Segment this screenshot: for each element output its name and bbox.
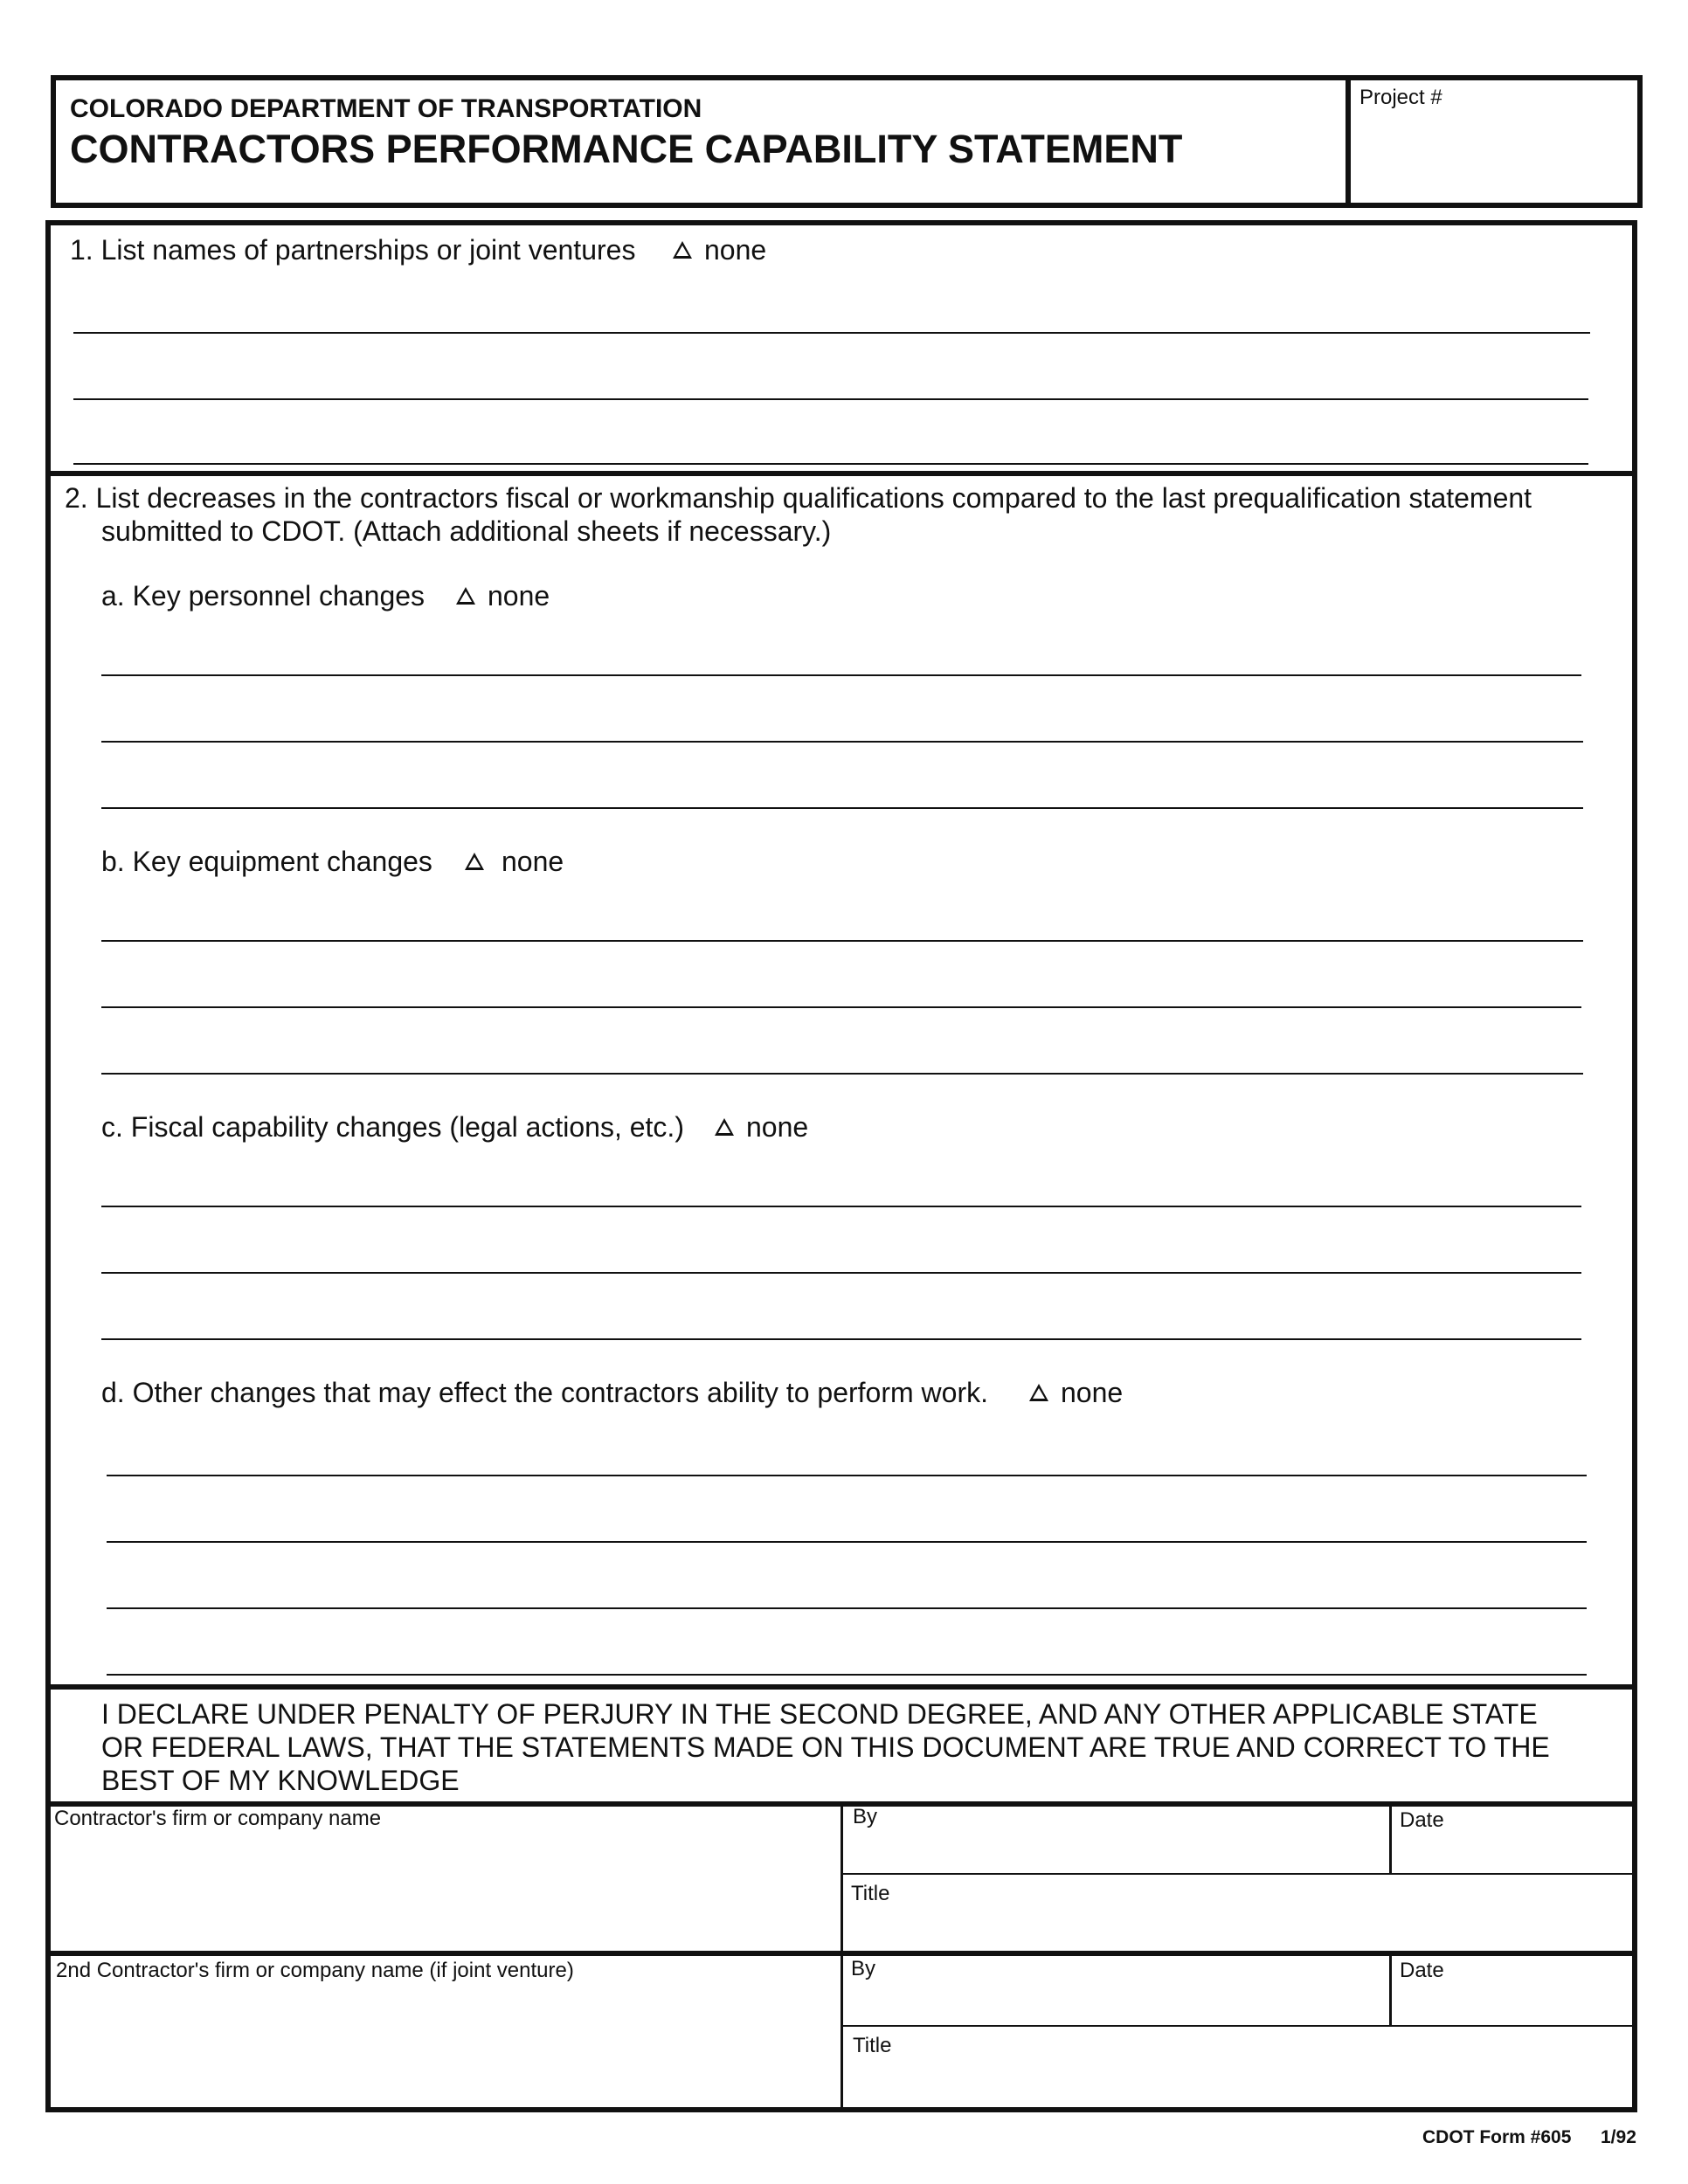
triangle-checkbox-icon [673, 241, 692, 259]
section2d-answer-line-3[interactable] [107, 1607, 1587, 1609]
triangle-checkbox-icon [715, 1118, 734, 1136]
section2d-answer-line-1[interactable] [107, 1475, 1587, 1476]
section2c-answer-line-3[interactable] [101, 1338, 1581, 1340]
by-title-divider-2 [841, 2025, 1637, 2027]
form-number: CDOT Form #605 [1422, 2127, 1572, 2147]
section1-answer-line-3[interactable] [73, 463, 1588, 465]
agency-name: COLORADO DEPARTMENT OF TRANSPORTATION [70, 94, 702, 123]
declaration-line3: BEST OF MY KNOWLEDGE [101, 1765, 460, 1796]
none-label: none [502, 846, 564, 877]
title-field-2[interactable] [849, 2060, 1629, 2105]
date-field-2[interactable] [1398, 1985, 1629, 2022]
triangle-checkbox-icon [465, 853, 484, 870]
section2c-none-option[interactable] [715, 1113, 808, 1141]
by-field-1[interactable] [849, 1831, 1382, 1870]
section2b-none-option[interactable] [465, 847, 564, 875]
form-revision: 1/92 [1601, 2127, 1636, 2147]
firm2-field[interactable] [54, 1987, 832, 2105]
date-label-1: Date [1400, 1808, 1444, 1832]
header-divider [1346, 75, 1351, 208]
section-divider [45, 471, 1637, 476]
section2a-answer-line-2[interactable] [101, 741, 1583, 743]
section2d-none-option[interactable] [1029, 1379, 1123, 1406]
section2-intro-line1: 2. List decreases in the contractors fiscal or workmanship qualifications compared to the last prequalification statement [65, 482, 1532, 514]
triangle-checkbox-icon [1029, 1384, 1048, 1401]
none-label: none [488, 580, 550, 612]
firm1-label: Contractor's firm or company name [54, 1807, 382, 1830]
by-title-divider-1 [841, 1873, 1637, 1875]
section1-none-option[interactable] [673, 236, 766, 264]
section2d-answer-line-2[interactable] [107, 1541, 1587, 1543]
section2a-answer-line-1[interactable] [101, 674, 1581, 676]
section2b-answer-line-2[interactable] [101, 1006, 1581, 1008]
title-label-2: Title [853, 2034, 892, 2057]
section2c-answer-line-1[interactable] [101, 1206, 1581, 1207]
section2d-answer-line-4[interactable] [107, 1674, 1587, 1676]
section2a-answer-line-3[interactable] [101, 807, 1583, 809]
title-field-1[interactable] [849, 1908, 1629, 1946]
by-field-2[interactable] [849, 1983, 1382, 2022]
section2c-answer-line-2[interactable] [101, 1272, 1581, 1274]
title-label-1: Title [851, 1882, 890, 1905]
section-divider [45, 1684, 1637, 1690]
date-divider-2 [1389, 1953, 1392, 2025]
project-number-field[interactable] [1356, 114, 1632, 201]
form-title: CONTRACTORS PERFORMANCE CAPABILITY STATEMENT [70, 127, 1183, 171]
section2a-text: a. Key personnel changes [101, 580, 425, 612]
firm2-label: 2nd Contractor's firm or company name (if joint venture) [56, 1959, 574, 1982]
section2b-text: b. Key equipment changes [101, 846, 432, 877]
project-number-label: Project # [1359, 86, 1442, 109]
none-label: none [704, 234, 767, 266]
by-label-1: By [853, 1805, 878, 1828]
date-field-1[interactable] [1398, 1835, 1629, 1870]
none-label: none [1061, 1377, 1124, 1408]
triangle-checkbox-icon [456, 587, 475, 605]
date-divider-1 [1389, 1801, 1392, 1873]
section2b-answer-line-3[interactable] [101, 1073, 1583, 1075]
declaration-line1: I DECLARE UNDER PENALTY OF PERJURY IN THE SECOND DEGREE, AND ANY OTHER APPLICABLE STATE [101, 1698, 1538, 1730]
none-label: none [746, 1111, 809, 1143]
section1-answer-line-1[interactable] [73, 332, 1590, 334]
section2b-answer-line-1[interactable] [101, 940, 1583, 942]
section2-intro-line2: submitted to CDOT. (Attach additional sheets if necessary.) [101, 515, 832, 547]
declaration-line2: OR FEDERAL LAWS, THAT THE STATEMENTS MADE ON THIS DOCUMENT ARE TRUE AND CORRECT TO THE [101, 1731, 1550, 1763]
firm1-field[interactable] [54, 1835, 832, 1943]
section1-text: 1. List names of partnerships or joint ventures [70, 234, 636, 266]
section2c-text: c. Fiscal capability changes (legal actions, etc.) [101, 1111, 684, 1143]
by-label-2: By [851, 1957, 876, 1980]
date-label-2: Date [1400, 1959, 1444, 1982]
section1-answer-line-2[interactable] [73, 398, 1588, 400]
section2a-none-option[interactable] [456, 582, 550, 610]
section2d-text: d. Other changes that may effect the contractors ability to perform work. [101, 1377, 988, 1408]
signature-column-divider [841, 1801, 843, 2112]
firm-row-divider [45, 1951, 1637, 1956]
